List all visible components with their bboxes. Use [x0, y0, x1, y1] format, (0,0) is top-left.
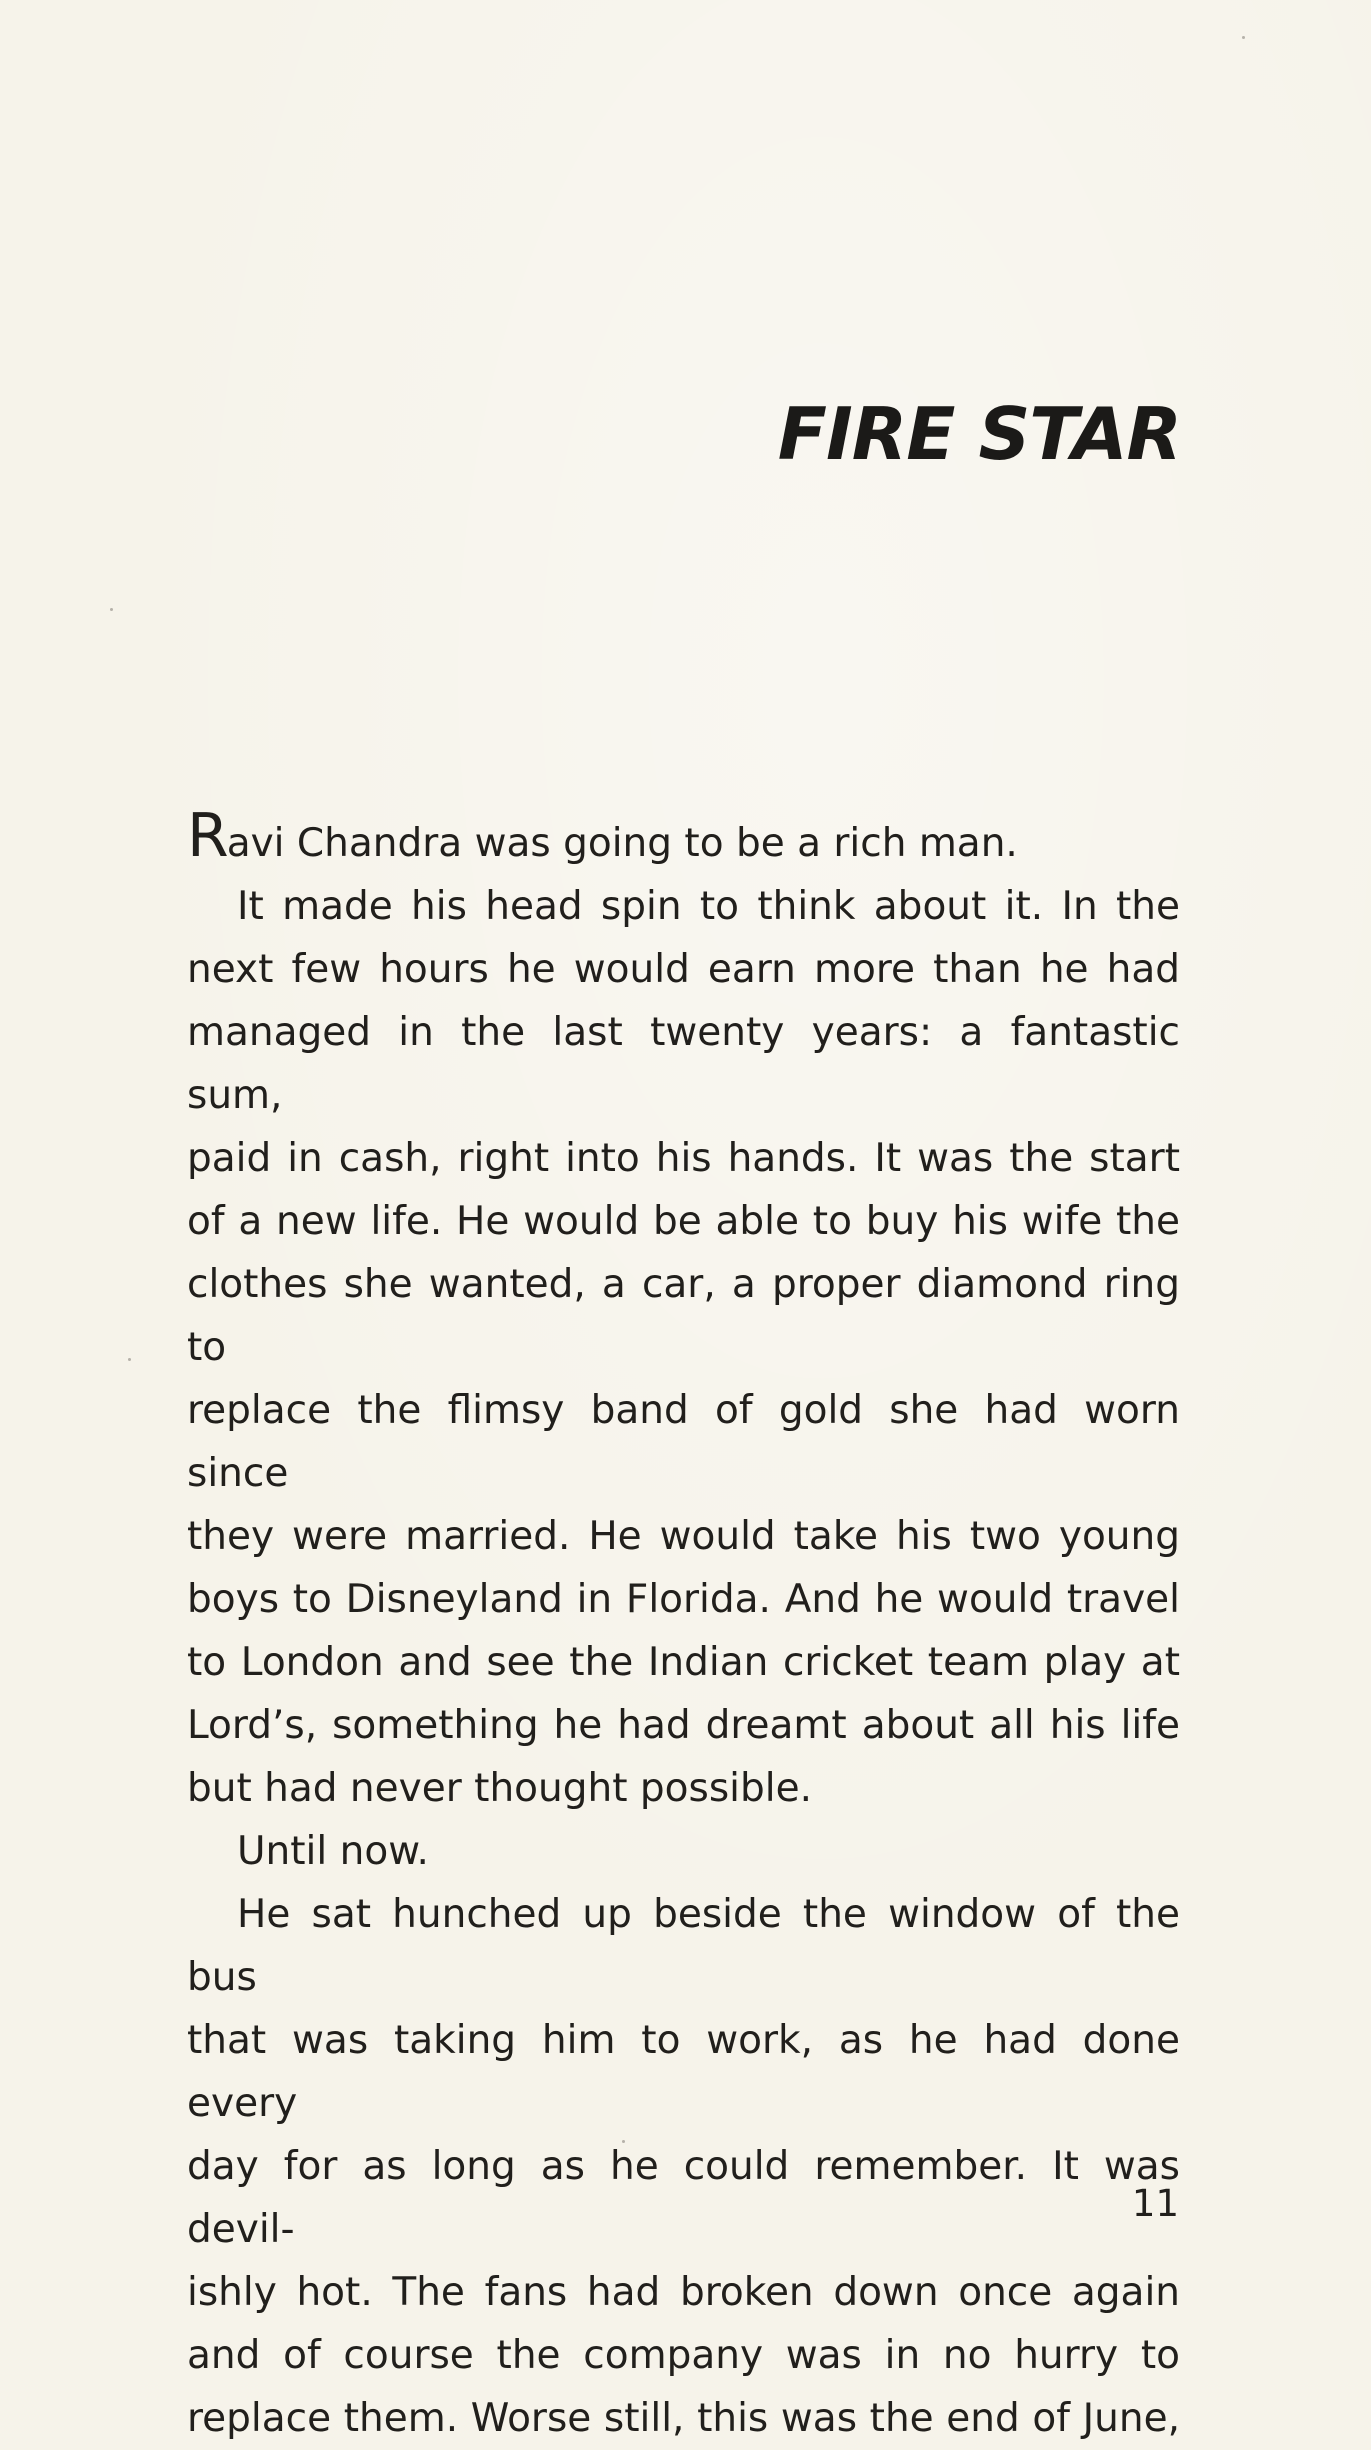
text-line: replace them. Worse still, this was the end of June, [187, 2396, 1180, 2441]
paragraph-1 [187, 801, 1180, 875]
paper-speck [1242, 36, 1245, 39]
text-line: and of course the company was in no hurry to [187, 2333, 1180, 2378]
text-line: day for as long as he could remember. It was devil- [187, 2144, 1180, 2252]
text-line: that was taking him to work, as he had done every [187, 2018, 1180, 2126]
text-line: He sat hunched up beside the window of the bus [187, 1892, 1180, 2000]
paragraph-2 [187, 875, 1180, 1820]
text-line: replace the flimsy band of gold she had worn since [187, 1388, 1180, 1496]
text-line: avi Chandra was going to be a rich man. [226, 821, 1018, 866]
text-line: of a new life. He would be able to buy his wife the [187, 1199, 1180, 1244]
paper-speck [128, 1358, 131, 1361]
text-line: Lord’s, something he had dreamt about all his life [187, 1703, 1180, 1748]
text-line: next few hours he would earn more than he had [187, 947, 1180, 992]
drop-cap: R [187, 801, 227, 871]
text-line: but had never thought possible. [187, 1766, 812, 1811]
text-line: they were married. He would take his two young [187, 1514, 1180, 1559]
text-line: Until now. [237, 1829, 429, 1874]
page-number: 11 [1131, 2182, 1179, 2225]
paragraph-3 [187, 1820, 1180, 1883]
paper-speck [110, 608, 113, 611]
text-line: paid in cash, right into his hands. It was the start [187, 1136, 1180, 1181]
body-text [187, 801, 1180, 2450]
text-line: ishly hot. The fans had broken down once again [187, 2270, 1180, 2315]
text-line: boys to Disneyland in Florida. And he would travel [187, 1577, 1180, 1622]
text-line: managed in the last twenty years: a fantastic sum, [187, 1010, 1180, 1118]
chapter-title: FIRE STAR [777, 392, 1181, 476]
text-line: It made his head spin to think about it. In the [237, 884, 1180, 929]
paragraph-4 [187, 1883, 1180, 2450]
text-line: clothes she wanted, a car, a proper diamond ring to [187, 1262, 1180, 1370]
text-line: to London and see the Indian cricket team play at [187, 1640, 1180, 1685]
